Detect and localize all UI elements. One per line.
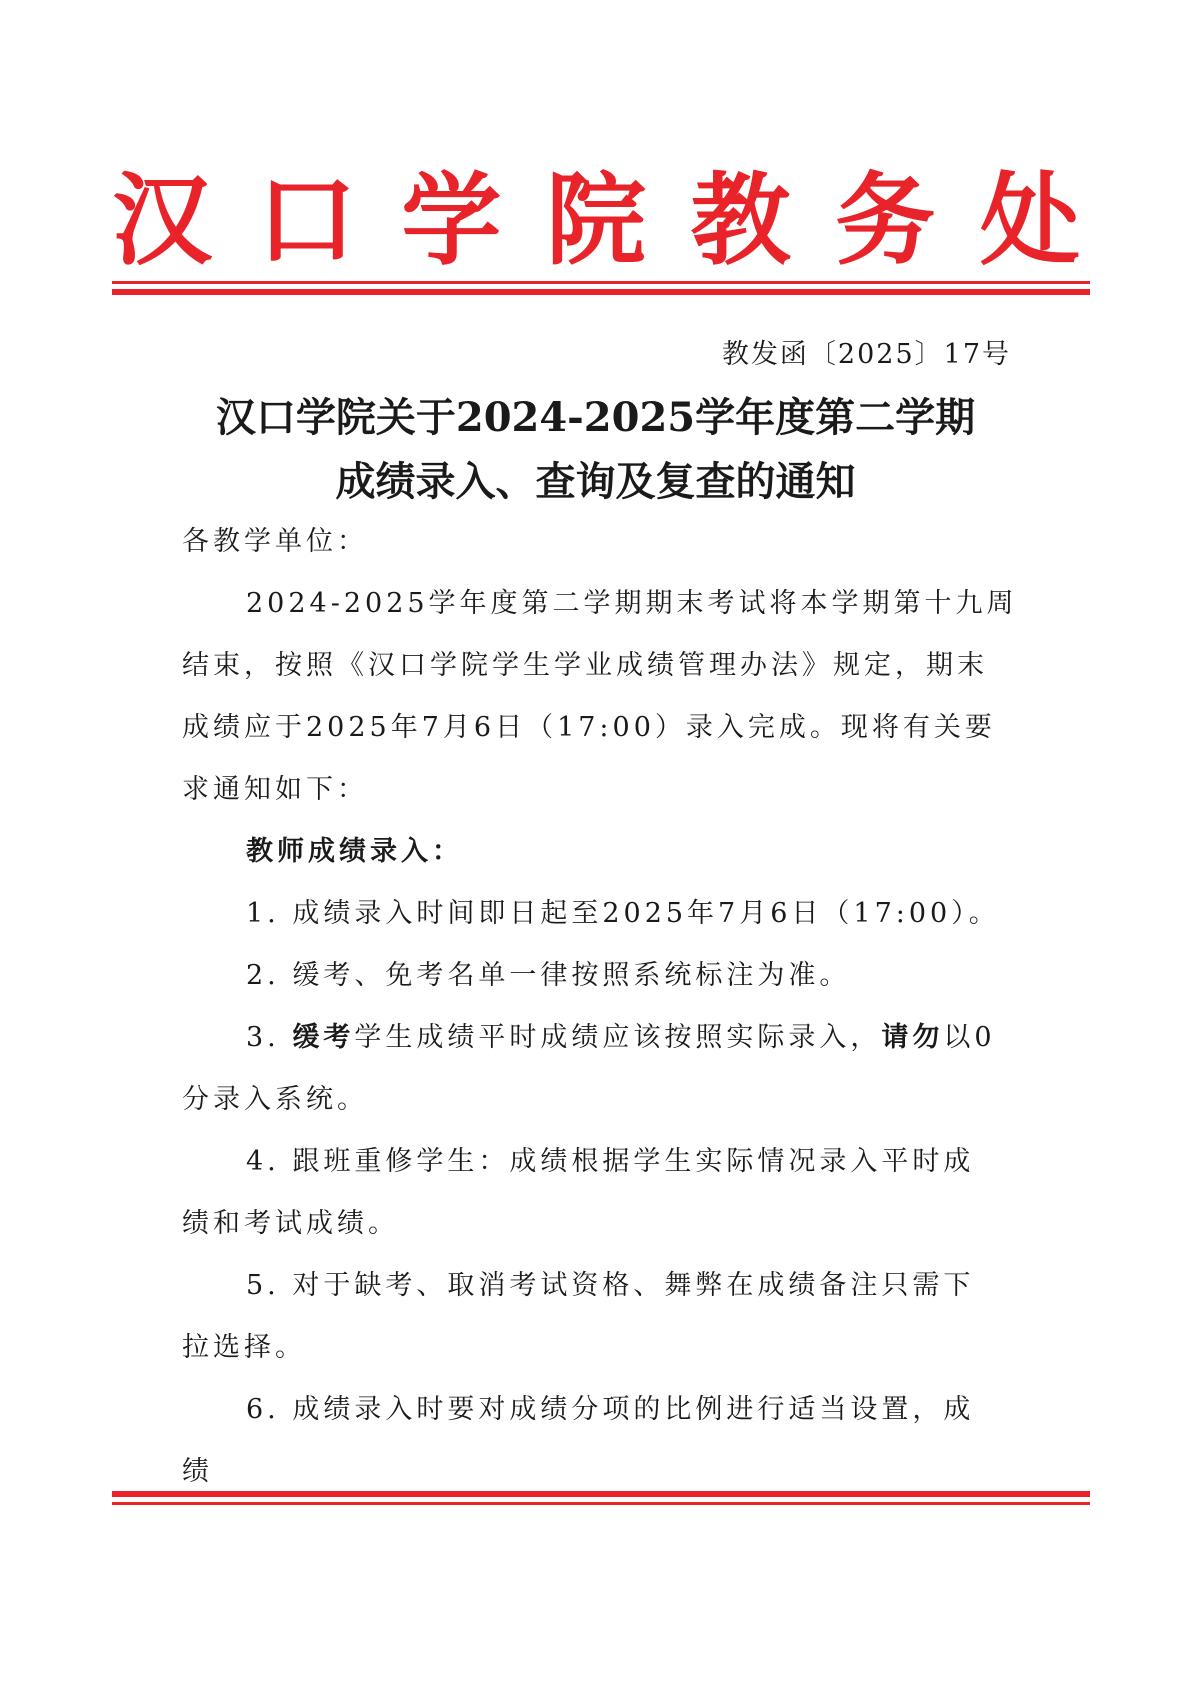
list-item-6: 6. 成绩录入时要对成绩分项的比例进行适当设置，成 [246, 1394, 975, 1425]
letterhead-char: 汉 [112, 161, 212, 279]
intro-line: 结束，按照《汉口学院学生学业成绩管理办法》规定，期末 [182, 650, 988, 681]
item3-text: 学生成绩平时成绩应该按照实际录入， [354, 1022, 882, 1053]
notice-title-line2: 成绩录入、查询及复查的通知 [335, 458, 856, 505]
intro-line: 求通知如下： [182, 774, 368, 805]
list-item-1: 1. 成绩录入时间即日起至2025年7月6日（17:00）。 [246, 898, 1000, 929]
list-item-5: 5. 对于缺考、取消考试资格、舞弊在成绩备注只需下 [246, 1270, 975, 1301]
intro-line: 2024-2025学年度第二学期期末考试将本学期第十九周 [246, 588, 1018, 619]
section-heading: 教师成绩录入： [246, 836, 463, 867]
notice-title-line1: 汉口学院关于2024-2025学年度第二学期 [215, 394, 976, 441]
item3-emphasis-deferred-exam: 缓考 [292, 1022, 355, 1053]
letterhead-char: 教 [690, 161, 791, 279]
item3-emphasis-do-not: 请勿 [881, 1022, 944, 1053]
list-item-2: 2. 缓考、免考名单一律按照系统标注为准。 [246, 960, 851, 991]
item3-prefix: 3. [246, 1022, 293, 1053]
salutation: 各教学单位： [182, 526, 368, 557]
list-item-6-continued: 绩 [182, 1456, 213, 1487]
letterhead-char: 学 [401, 161, 502, 279]
list-item-3-continued: 分录入系统。 [182, 1084, 368, 1115]
list-item-4: 4. 跟班重修学生：成绩根据学生实际情况录入平时成 [246, 1146, 975, 1177]
letterhead [112, 160, 1080, 280]
footer-rule-thin [112, 1502, 1090, 1505]
footer-rule-thick [112, 1491, 1090, 1497]
list-item-5-continued: 拉选择。 [182, 1332, 306, 1363]
letterhead-char: 处 [979, 161, 1080, 279]
letterhead-char: 务 [835, 161, 936, 279]
letterhead-char: 院 [545, 161, 646, 279]
document-number: 教发函〔2025〕17号 [721, 339, 1011, 370]
header-rule-thin [112, 281, 1090, 284]
item3-text-end: 以0 [943, 1022, 996, 1053]
list-item-3 [246, 1024, 1080, 1051]
header-rule-thick [112, 289, 1090, 295]
list-item-4-continued: 绩和考试成绩。 [182, 1208, 399, 1239]
intro-line: 成绩应于2025年7月6日（17:00）录入完成。现将有关要 [182, 712, 996, 743]
letterhead-char: 口 [256, 161, 357, 279]
